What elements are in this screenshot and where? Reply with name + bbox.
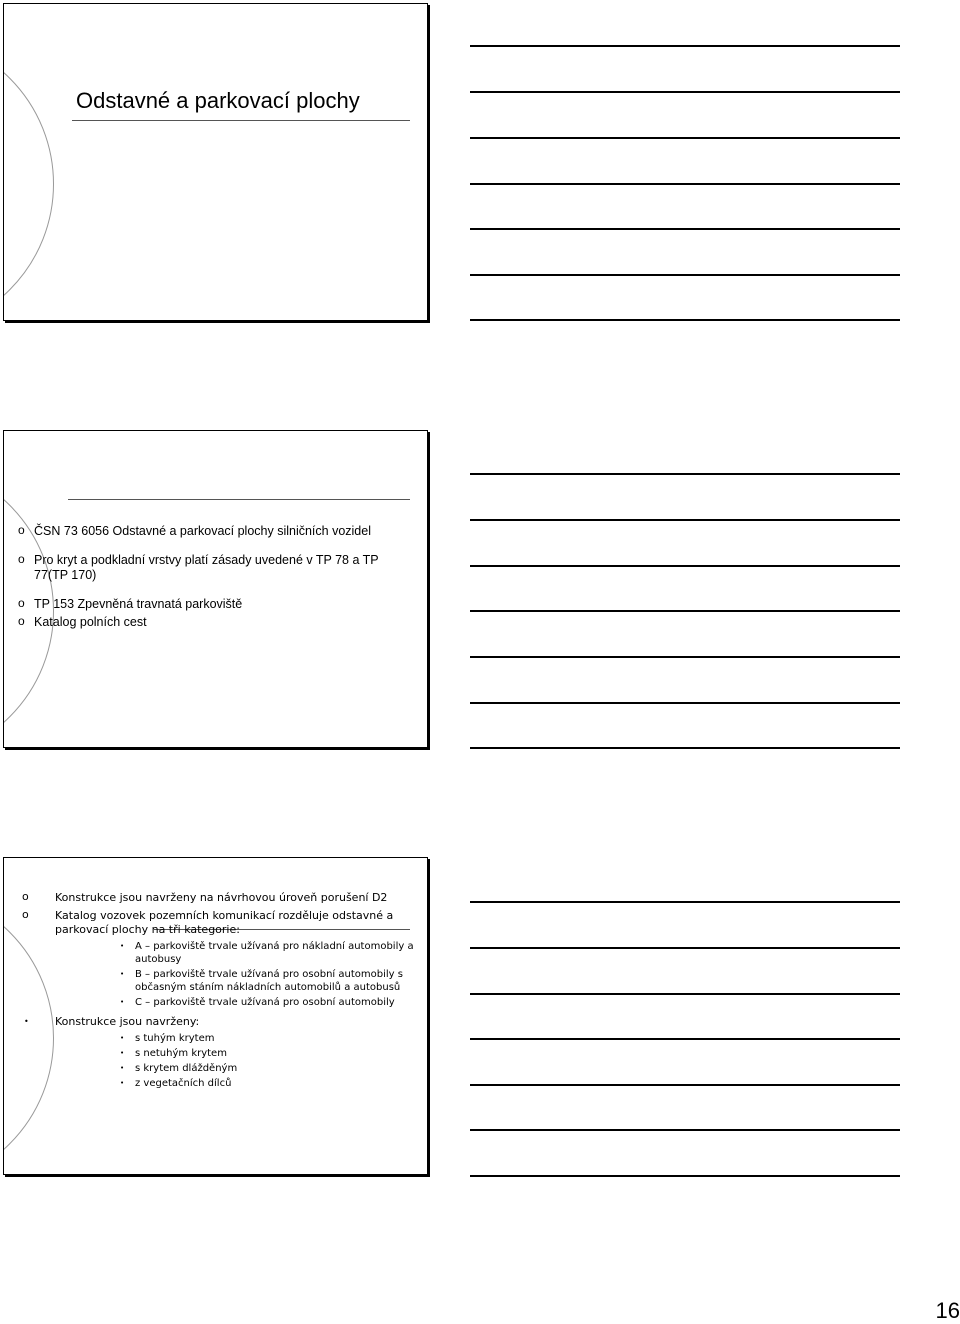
note-line xyxy=(470,519,900,521)
list-item: o Katalog polních cest xyxy=(4,615,404,630)
slide-3 xyxy=(3,857,428,1175)
note-line xyxy=(470,137,900,139)
note-line xyxy=(470,565,900,567)
construction-item: • s tuhým krytem xyxy=(22,1032,422,1045)
decorative-arc xyxy=(3,34,54,321)
note-line xyxy=(470,656,900,658)
note-line xyxy=(470,702,900,704)
list-item: o TP 153 Zpevněná travnatá parkoviště xyxy=(4,597,404,612)
note-line xyxy=(470,183,900,185)
slide-1 xyxy=(3,3,428,321)
note-line xyxy=(470,319,900,321)
construction-item: • z vegetačních dílců xyxy=(22,1077,422,1090)
slide-2 xyxy=(3,430,428,748)
note-line xyxy=(470,228,900,230)
category-item: • B – parkoviště trvale užívaná pro osobní automobily s občasným stáním nákladních automobilů a autobusů xyxy=(22,968,422,994)
note-line xyxy=(470,91,900,93)
list-item: • Konstrukce jsou navrženy: xyxy=(22,1015,422,1029)
page-number: 16 xyxy=(935,1298,960,1323)
note-line xyxy=(470,1129,900,1131)
note-line xyxy=(470,1175,900,1177)
list-item: o Pro kryt a podkladní vrstvy platí zásady uvedené v TP 78 a TP 77(TP 170) xyxy=(4,553,404,583)
note-line xyxy=(470,947,900,949)
list-item: o ČSN 73 6056 Odstavné a parkovací plochy silničních vozidel xyxy=(4,524,404,539)
note-line xyxy=(470,274,900,276)
construction-item: • s netuhým krytem xyxy=(22,1047,422,1060)
category-item: • C – parkoviště trvale užívaná pro osobní automobily xyxy=(22,996,422,1009)
title-rule xyxy=(68,499,410,500)
slide-title: Odstavné a parkovací plochy xyxy=(76,88,360,113)
note-line xyxy=(470,993,900,995)
note-line xyxy=(470,747,900,749)
list-item: o Katalog vozovek pozemních komunikací rozděluje odstavné a parkovací plochy na tři kategorie: xyxy=(22,909,422,937)
note-line xyxy=(470,901,900,903)
note-line xyxy=(470,45,900,47)
note-line xyxy=(470,1038,900,1040)
category-item: • A – parkoviště trvale užívaná pro nákladní automobily a autobusy xyxy=(22,940,422,966)
construction-item: • s krytem dlážděným xyxy=(22,1062,422,1075)
list-item: o Konstrukce jsou navrženy na návrhovou úroveň porušení D2 xyxy=(22,891,422,905)
note-line xyxy=(470,610,900,612)
bullet-list xyxy=(4,524,404,644)
note-line xyxy=(470,473,900,475)
bullet-list xyxy=(22,891,422,1092)
title-rule xyxy=(72,120,410,121)
note-line xyxy=(470,1084,900,1086)
